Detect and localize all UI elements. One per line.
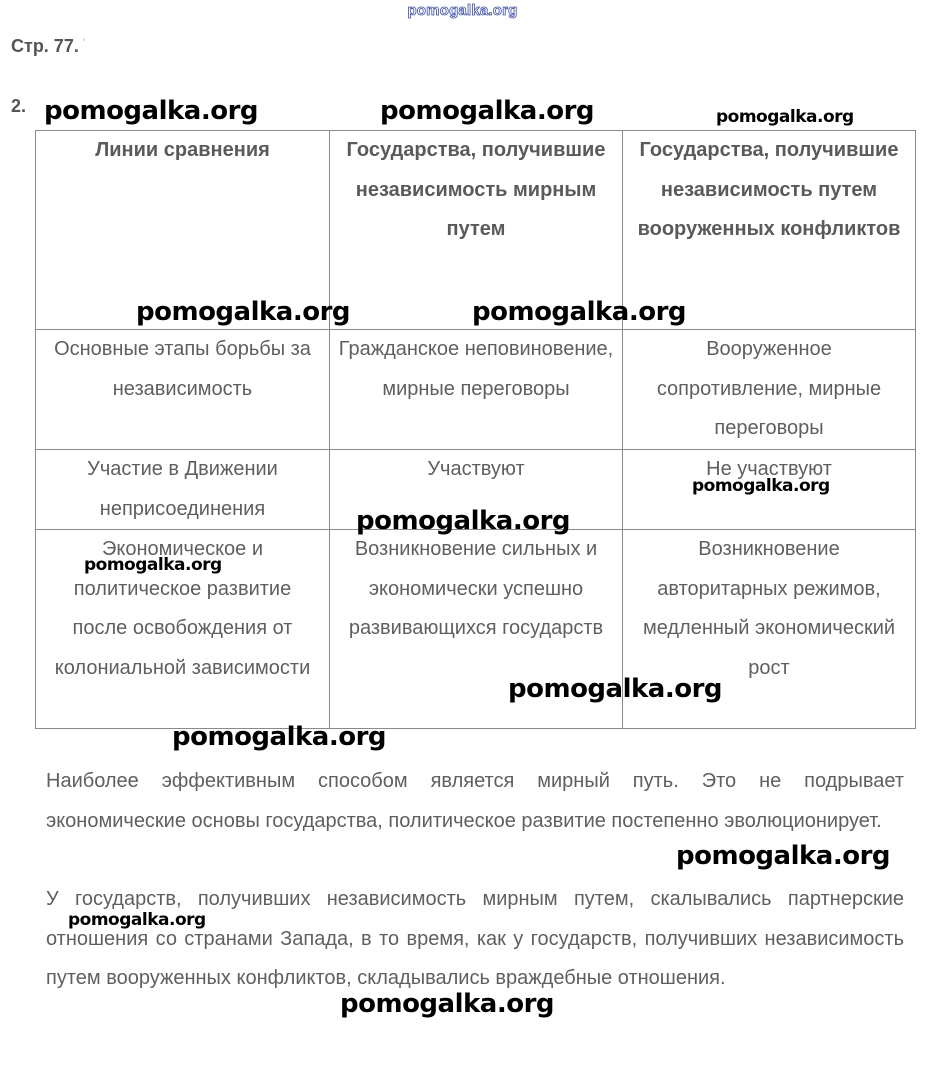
page-reference-label: Стр. 77. xyxy=(11,36,79,56)
table-cell: Возникновение авторитарных режимов, медленный экономический рост xyxy=(623,530,916,729)
conclusion-paragraph: Наиболее эффективным способом является мирный путь. Это не подрывает экономические основы государства, политическое развитие постепенно эволюционирует. xyxy=(46,770,904,832)
table-cell: Экономическое и политическое развитие после освобождения от колониальной зависимости xyxy=(36,530,330,729)
watermark: pomogalka.org xyxy=(676,841,891,871)
task-number: 2. xyxy=(11,96,27,116)
relations-paragraph: У государств, получивших независимость мирным путем, скалывались партнерские отношения со странами Запада, в то время, как у государств, получивших независимость путем вооруженных конфликтов, складывались враждебные отношения. xyxy=(46,888,904,989)
watermark: pomogalka.org xyxy=(44,96,259,126)
watermark: pomogalka.org xyxy=(136,297,351,327)
watermark: pomogalka.org xyxy=(84,555,222,575)
table-cell: Основные этапы борьбы за независимость xyxy=(36,330,330,450)
watermark: pomogalka.org xyxy=(356,506,571,536)
table-header-cell: Государства, получившие независимость путем вооруженных конфликтов xyxy=(623,131,916,330)
watermark: pomogalka.org xyxy=(380,96,595,126)
table-cell: Не участвуют xyxy=(623,450,916,530)
table-row xyxy=(36,330,916,450)
table-cell: Гражданское неповиновение, мирные переговоры xyxy=(330,330,623,450)
table-header-cell: Государства, получившие независимость мирным путем xyxy=(330,131,623,330)
table-cell: Участие в Движении неприсоединения xyxy=(36,450,330,530)
comparison-table xyxy=(35,130,916,729)
watermark: pomogalka.org xyxy=(172,722,387,752)
watermark: pomogalka.org xyxy=(68,910,206,930)
watermark: pomogalka.org xyxy=(340,989,555,1019)
watermark: pomogalka.org xyxy=(508,674,723,704)
table-header-cell: Линии сравнения xyxy=(36,131,330,330)
watermark: pomogalka.org xyxy=(472,297,687,327)
table-cell: Участвуют xyxy=(330,450,623,530)
watermark: pomogalka.org xyxy=(692,476,830,496)
page-reference-mark: ' xyxy=(82,36,86,50)
header-watermark: pomogalka.org xyxy=(407,2,518,19)
page-reference xyxy=(11,36,85,57)
table-cell: Вооруженное сопротивление, мирные переговоры xyxy=(623,330,916,450)
watermark: pomogalka.org xyxy=(716,107,854,127)
table-cell: Возникновение сильных и экономически успешно развивающихся государств xyxy=(330,530,623,729)
